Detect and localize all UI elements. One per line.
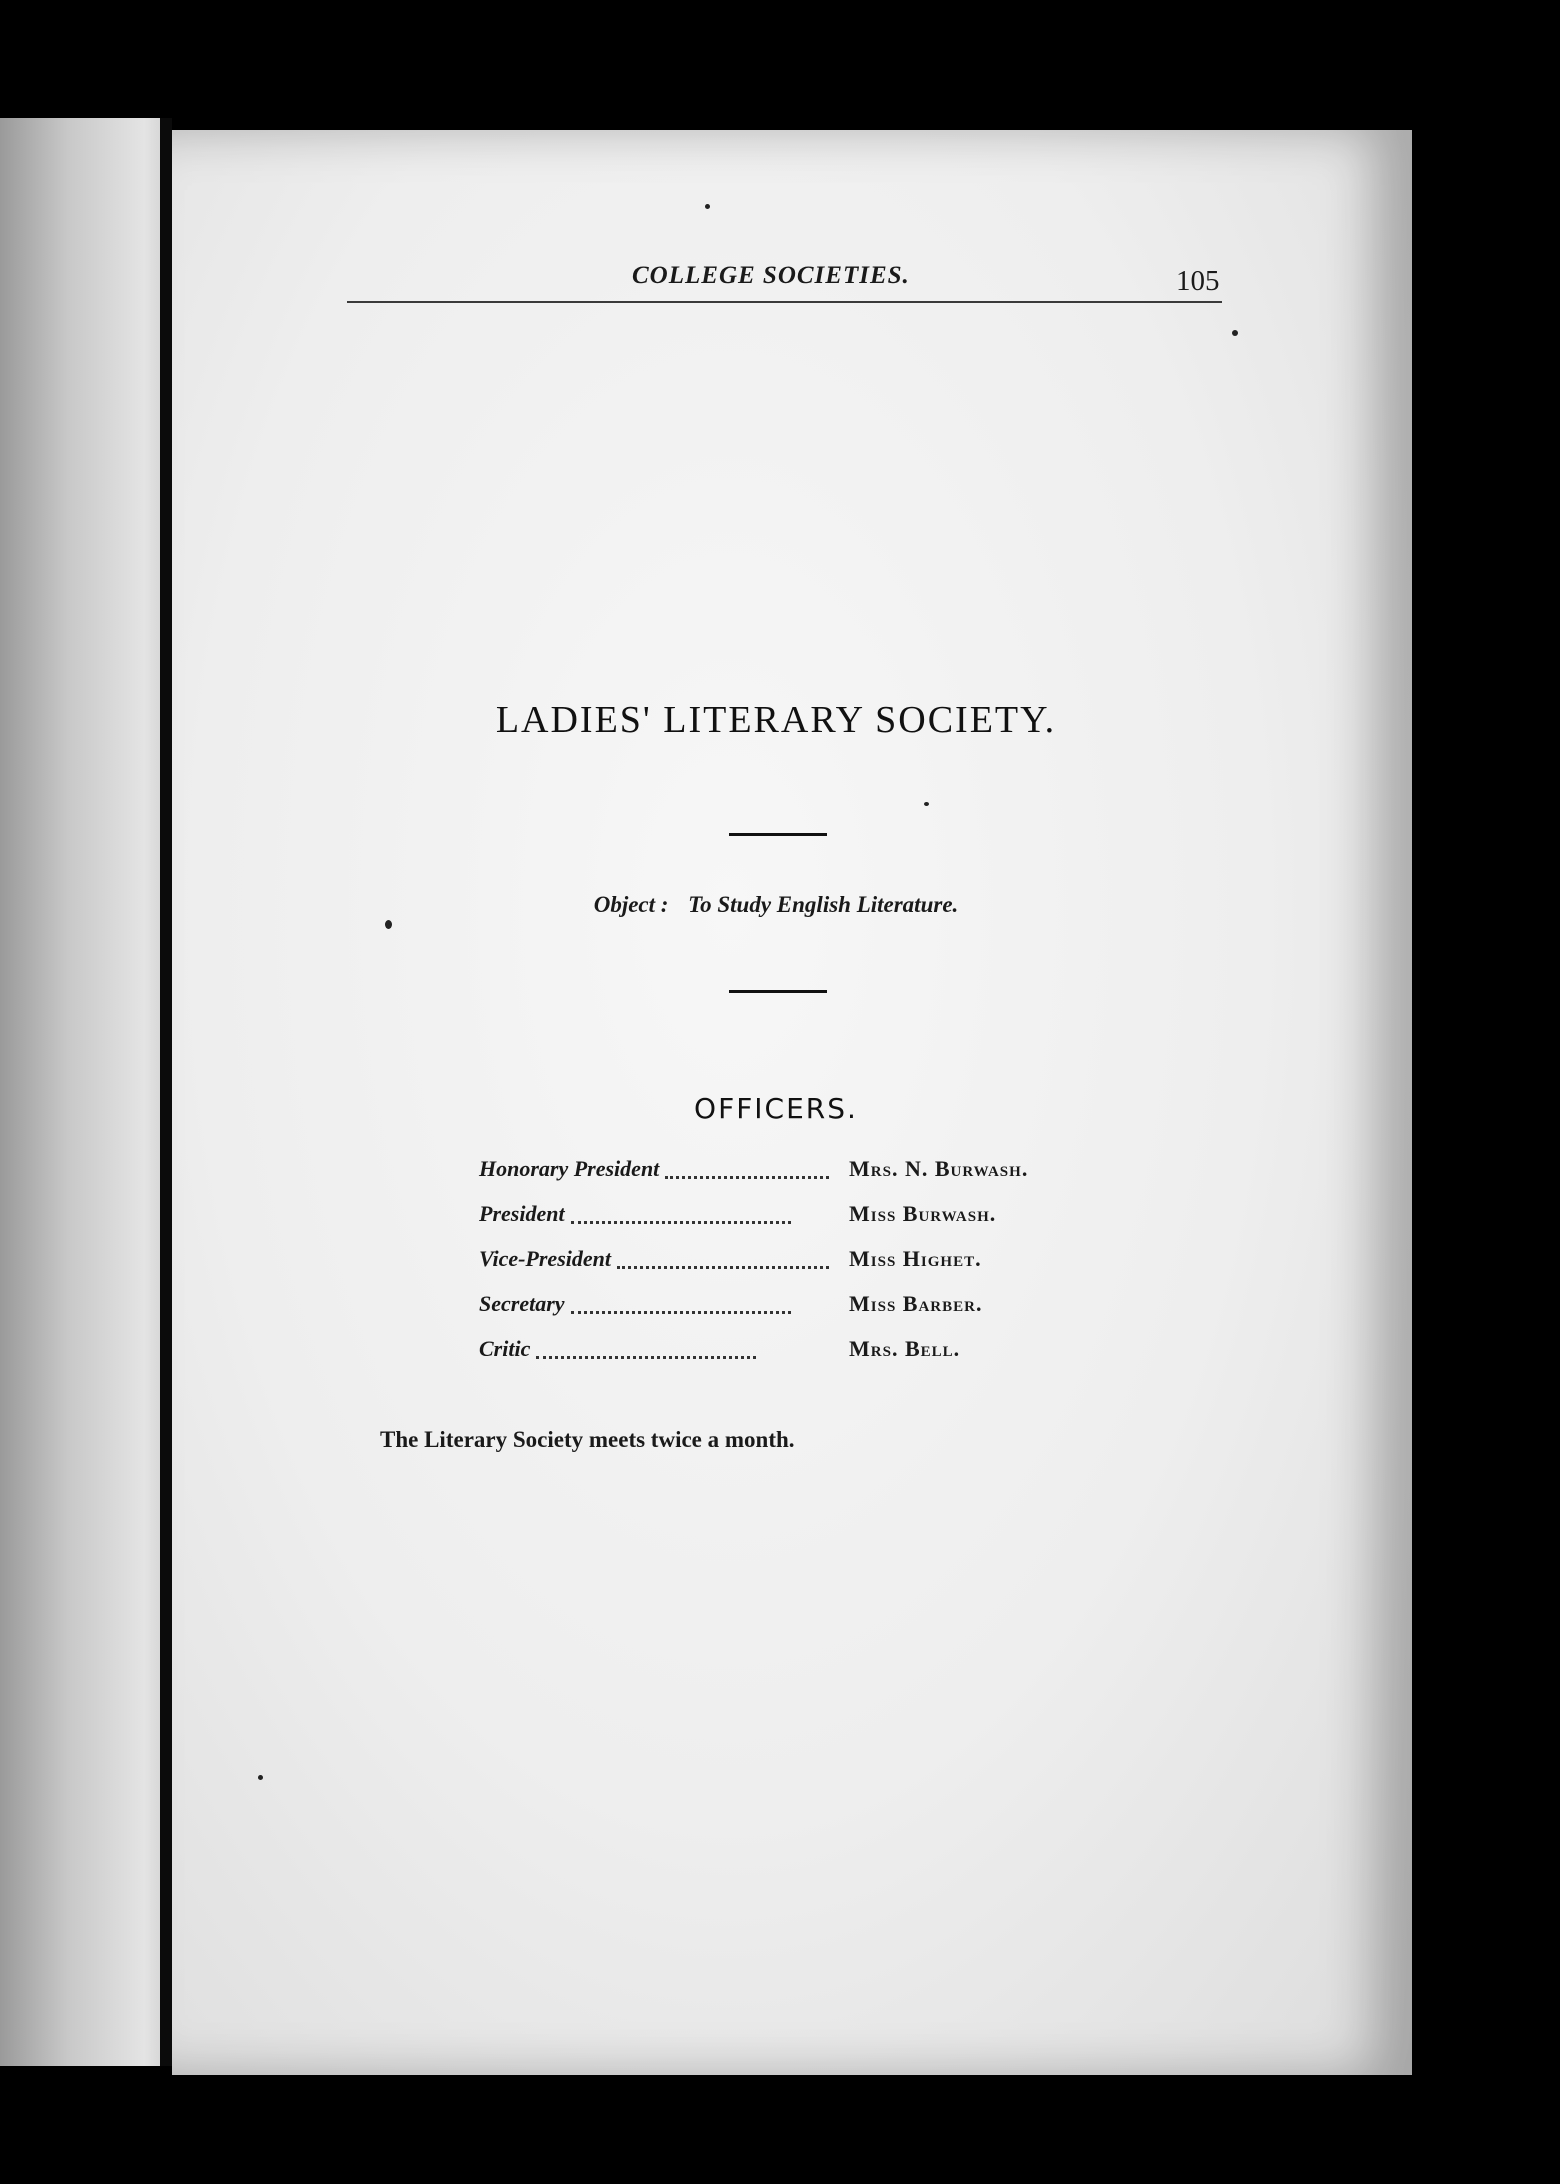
officer-name: Mrs. N. Burwash. bbox=[849, 1156, 1029, 1181]
print-speck bbox=[385, 920, 392, 929]
officer-name: Miss Barber. bbox=[849, 1291, 983, 1316]
object-text: To Study English Literature. bbox=[688, 892, 959, 917]
running-head-title: COLLEGE SOCIETIES. bbox=[632, 262, 910, 289]
header-rule bbox=[347, 301, 1222, 303]
officer-role: President bbox=[479, 1201, 565, 1226]
officer-row bbox=[479, 1336, 1099, 1381]
society-title: LADIES' LITERARY SOCIETY. bbox=[495, 699, 1057, 741]
object-label: Object : bbox=[593, 892, 669, 917]
section-divider bbox=[729, 833, 827, 836]
officer-name: Miss Burwash. bbox=[849, 1201, 997, 1226]
print-speck bbox=[1232, 330, 1238, 336]
print-speck bbox=[924, 802, 929, 806]
page-number: 105 bbox=[1176, 265, 1220, 297]
officer-role: Vice-President bbox=[479, 1246, 611, 1271]
facing-page-edge bbox=[0, 118, 170, 2066]
object-line bbox=[172, 892, 1380, 918]
print-speck bbox=[705, 204, 710, 209]
dot-leader bbox=[571, 1311, 791, 1314]
officer-row bbox=[479, 1246, 1099, 1291]
section-divider bbox=[729, 990, 827, 993]
officer-role: Secretary bbox=[479, 1291, 565, 1316]
officer-row bbox=[479, 1156, 1099, 1201]
officers-heading: OFFICERS. bbox=[694, 1092, 858, 1125]
dot-leader bbox=[617, 1266, 829, 1269]
officer-name: Miss Highet. bbox=[849, 1246, 982, 1271]
dot-leader bbox=[665, 1176, 829, 1179]
officer-role: Critic bbox=[479, 1336, 531, 1361]
dot-leader bbox=[536, 1356, 756, 1359]
officers-list bbox=[479, 1156, 1099, 1381]
page bbox=[172, 130, 1412, 2075]
officer-name: Mrs. Bell. bbox=[849, 1336, 961, 1361]
officer-row bbox=[479, 1291, 1099, 1336]
meeting-note: The Literary Society meets twice a month. bbox=[380, 1427, 795, 1452]
officer-row bbox=[479, 1201, 1099, 1246]
officer-role: Honorary President bbox=[479, 1156, 660, 1181]
dot-leader bbox=[571, 1221, 791, 1224]
book-spine bbox=[160, 118, 172, 2066]
print-speck bbox=[258, 1775, 263, 1780]
